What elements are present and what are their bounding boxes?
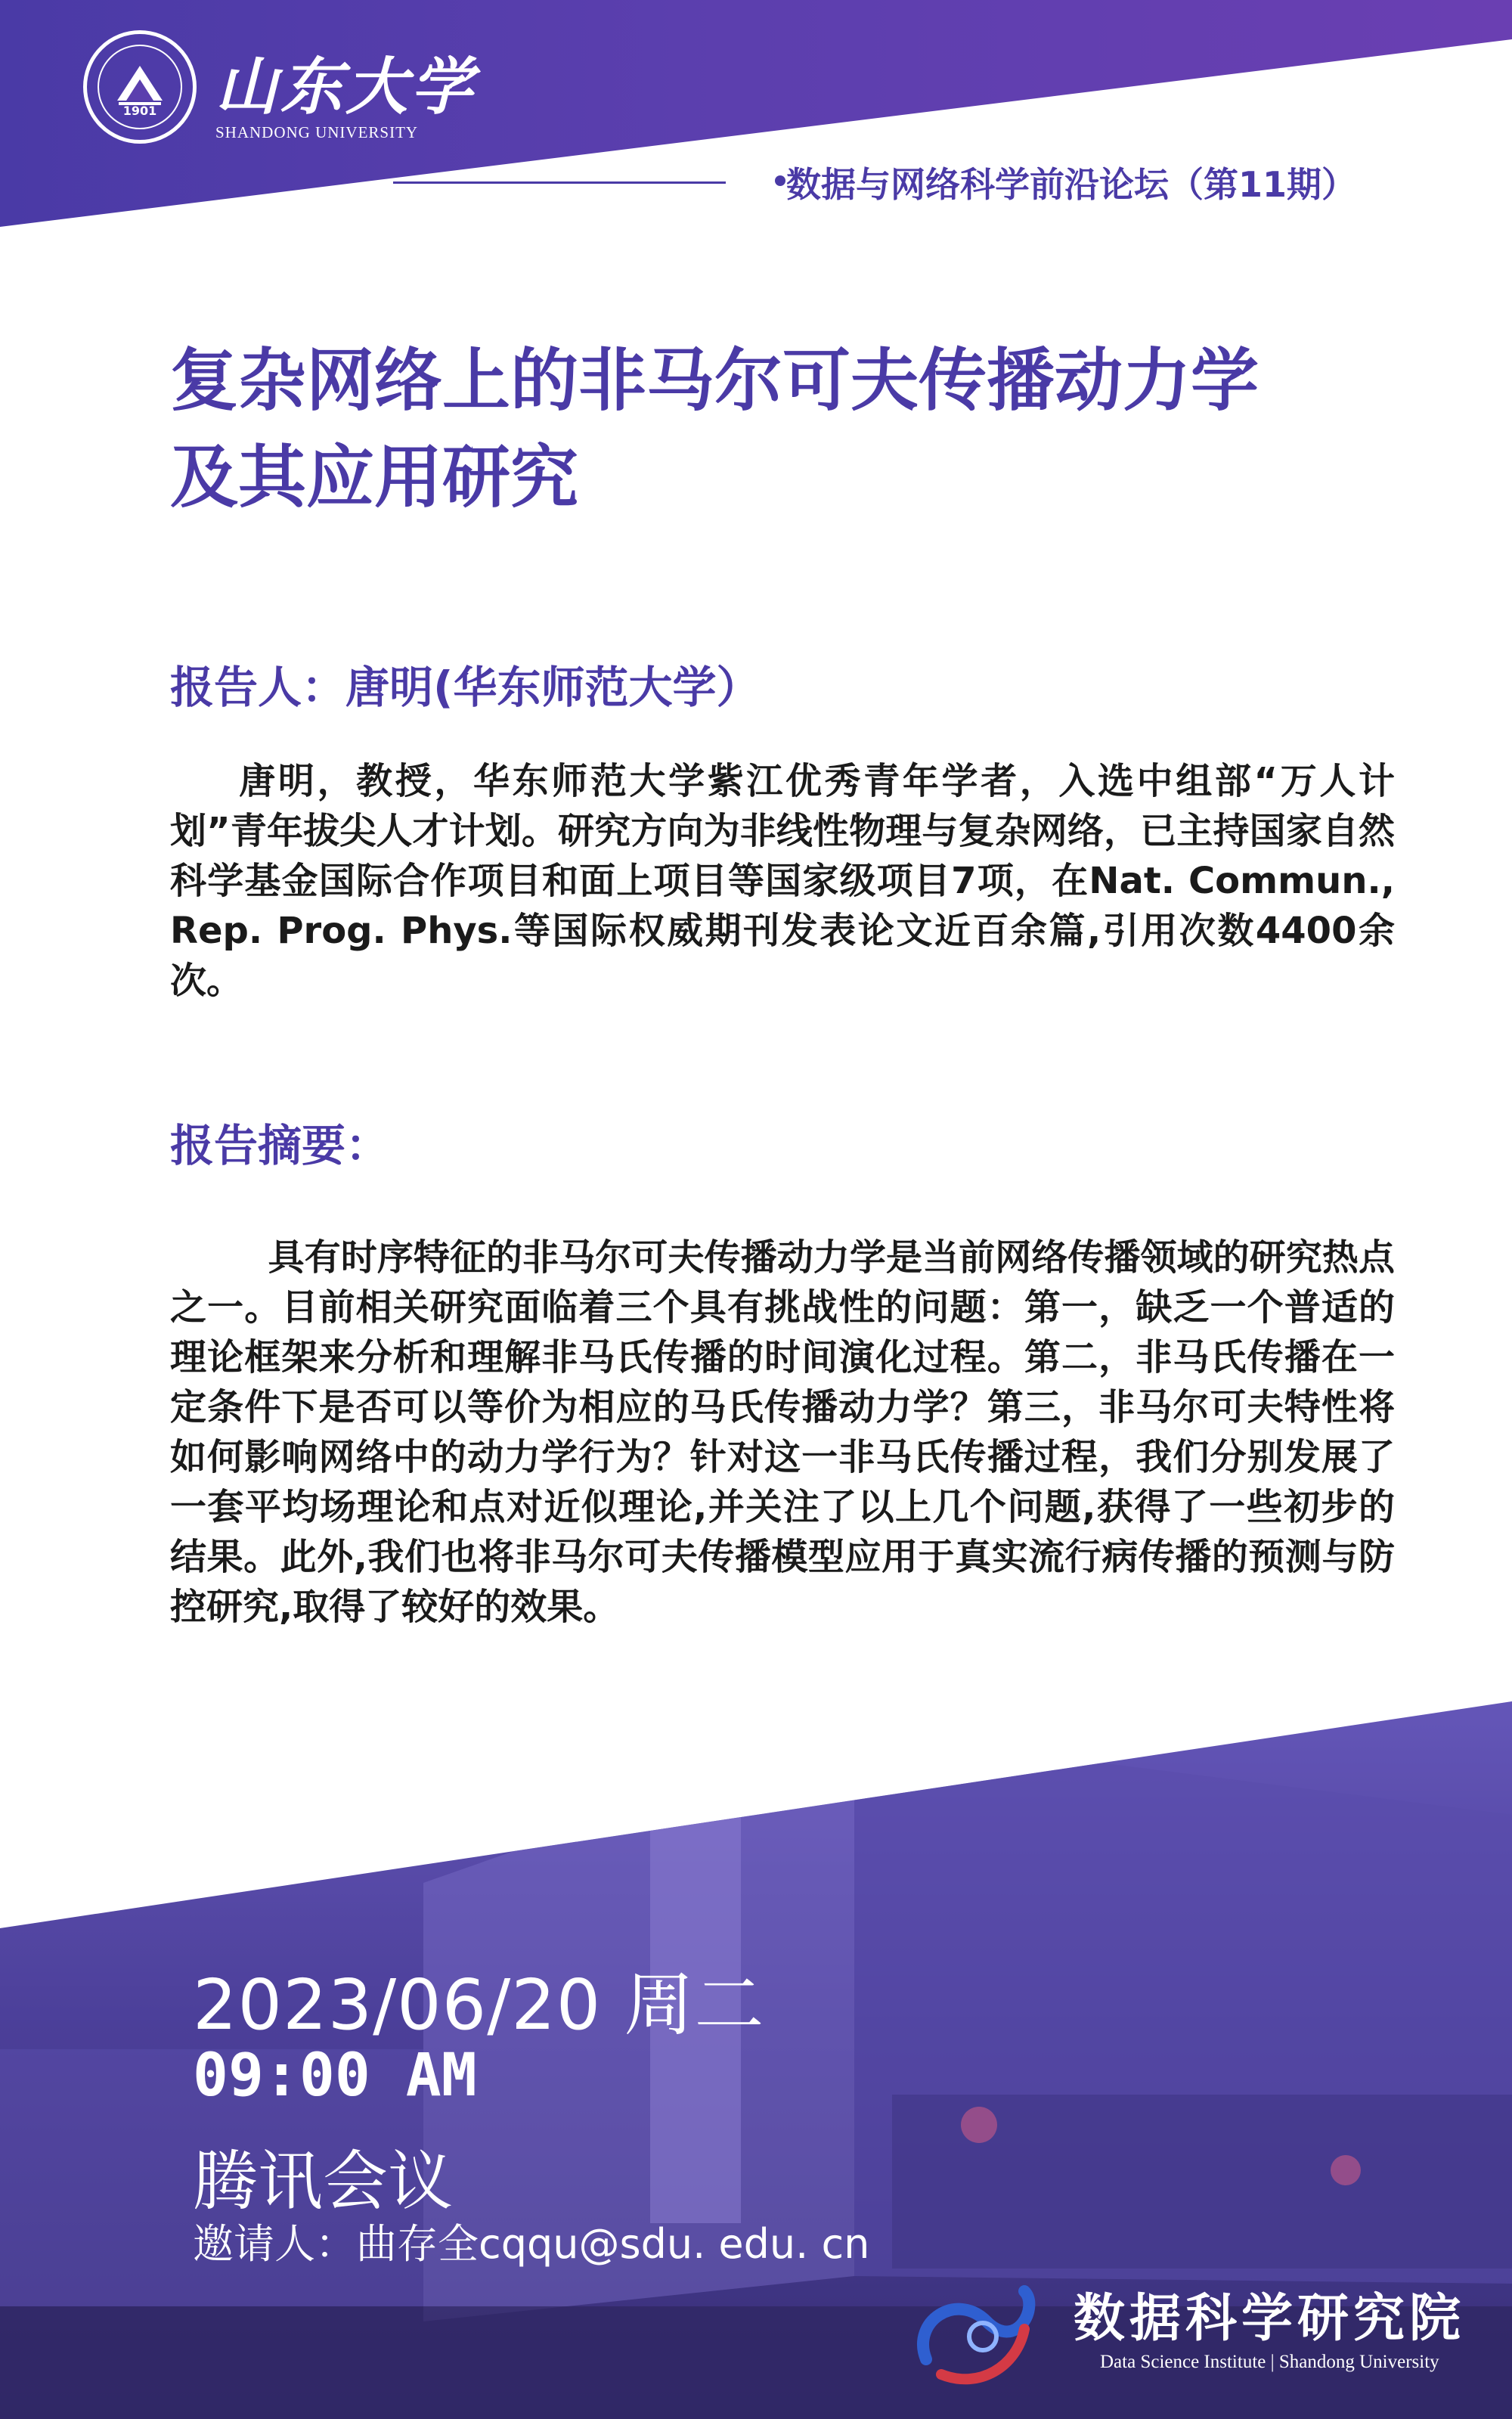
institute-name-cn: 数据科学研究院 xyxy=(1074,2288,1466,2349)
speaker-bio: 唐明，教授，华东师范大学紫江优秀青年学者，入选中组部“万人计划”青年拔尖人才计划。研究方向为非线性物理与复杂网络，已主持国家自然科学基金国际合作项目和面上项目等国家级项目7项，在Nat. Commun., Rep. Prog. Phys.等国际权威期刊发表论文近百余篇,引用次数4400余次。 xyxy=(170,760,1395,1002)
talk-title-line1: 复杂网络上的非马尔可夫传播动力学 xyxy=(170,341,1259,420)
university-name-cn: 山东大学 xyxy=(215,51,476,123)
talk-title-line2: 及其应用研究 xyxy=(170,438,578,517)
event-time: 09:00 AM xyxy=(193,2042,477,2110)
university-name-en: SHANDONG UNIVERSITY xyxy=(215,123,419,141)
forum-bullet-icon xyxy=(775,175,785,186)
abstract-text: 具有时序特征的非马尔可夫传播动力学是当前网络传播领域的研究热点之一。目前相关研究面临着三个具有挑战性的问题：第一，缺乏一个普适的理论框架来分析和理解非马氏传播的时间演化过程。第二，非马氏传播在一定条件下是否可以等价为相应的马氏传播动力学？第三，非马尔可夫特性将如何影响网络中的动力学行为？针对这一非马氏传播过程，我们分别发展了一套平均场理论和点对近似理论,并关注了以上几个问题,获得了一些初步的结果。此外,我们也将非马尔可夫传播模型应用于真实流行病传播的预测与防控研究,取得了较好的效果。 xyxy=(170,1236,1395,1628)
mountain-icon xyxy=(87,34,193,140)
institute-name-en: Data Science Institute | Shandong University xyxy=(1100,2352,1439,2372)
event-date: 2023/06/20 周二 xyxy=(193,1965,765,2045)
inviter-contact: 邀请人：曲存全cqqu@sdu. edu. cn xyxy=(193,2220,870,2268)
speaker-heading: 报告人：唐明(华东师范大学） xyxy=(170,662,761,713)
forum-divider xyxy=(393,181,726,184)
forum-title: 数据与网络科学前沿论坛（第11期） xyxy=(786,164,1357,205)
abstract-heading: 报告摘要： xyxy=(170,1120,390,1171)
talk-title xyxy=(170,333,1455,526)
data-science-institute-logo-icon xyxy=(911,2276,1047,2390)
meeting-platform: 腾讯会议 xyxy=(193,2144,453,2219)
university-seal-icon xyxy=(83,30,197,144)
university-logo xyxy=(83,30,476,151)
seal-year: 1901 xyxy=(122,104,157,118)
